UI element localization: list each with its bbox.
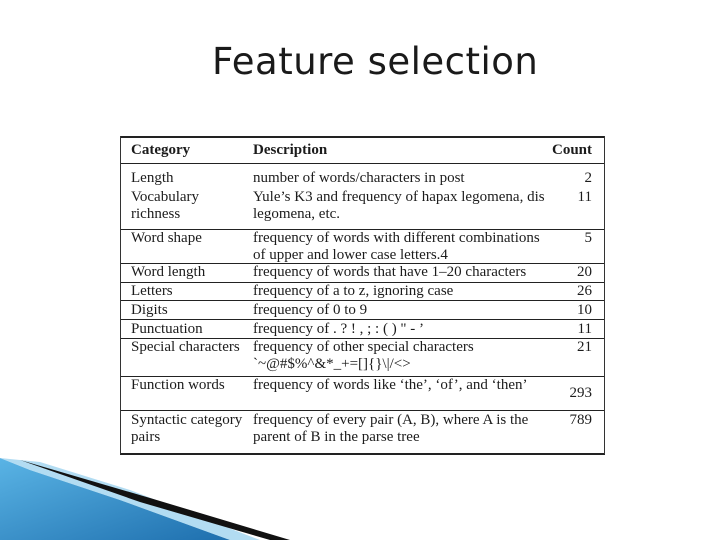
slide-title: Feature selection xyxy=(212,40,539,83)
header-description: Description xyxy=(253,142,328,158)
decorative-footer-swoosh xyxy=(0,440,720,540)
row-count: 21 xyxy=(577,339,592,355)
row-count: 11 xyxy=(577,189,592,205)
row-category: Word length xyxy=(131,264,206,280)
row-count: 26 xyxy=(577,283,592,299)
row-description: frequency of 0 to 9 xyxy=(253,302,368,318)
row-count: 789 xyxy=(569,412,592,428)
row-category: Letters xyxy=(131,283,173,299)
row-count: 293 xyxy=(569,385,592,401)
table-right-border xyxy=(604,136,605,454)
row-description: frequency of . ? ! , ; : ( ) " - ’ xyxy=(253,321,425,337)
row-description: frequency of other special characters `~@#$%^&*_+=[]{}\|/<> xyxy=(253,339,474,372)
header-category: Category xyxy=(131,142,191,158)
row-count: 2 xyxy=(584,170,592,186)
row-rule xyxy=(120,300,605,301)
row-category: Punctuation xyxy=(131,321,203,337)
row-count: 10 xyxy=(577,302,592,318)
table-left-border xyxy=(120,136,121,454)
row-description: Yule’s K3 and frequency of hapax legomena, dis legomena, etc. xyxy=(253,189,545,222)
row-category: Function words xyxy=(131,377,225,393)
row-count: 20 xyxy=(577,264,592,280)
row-category: Vocabulary richness xyxy=(131,189,200,222)
row-description: frequency of words like ‘the’, ‘of’, and ‘then’ xyxy=(253,377,528,393)
row-description: frequency of words with different combinations of upper and lower case letters.4 xyxy=(253,230,540,263)
header-rule xyxy=(120,163,605,164)
row-description: number of words/characters in post xyxy=(253,170,465,186)
header-count: Count xyxy=(551,142,592,158)
row-description: frequency of a to z, ignoring case xyxy=(253,283,454,299)
row-category: Syntactic category pairs xyxy=(131,412,243,445)
row-category: Special characters xyxy=(131,339,240,355)
row-description: frequency of every pair (A, B), where A is the parent of B in the parse tree xyxy=(253,412,529,445)
row-category: Digits xyxy=(131,302,168,318)
table-top-rule xyxy=(120,136,605,138)
row-count: 5 xyxy=(584,230,592,246)
row-count: 11 xyxy=(577,321,592,337)
row-rule xyxy=(120,410,605,411)
feature-table xyxy=(120,136,605,454)
row-category: Word shape xyxy=(131,230,202,246)
row-description: frequency of words that have 1–20 characters xyxy=(253,264,527,280)
row-category: Length xyxy=(131,170,174,186)
row-rule xyxy=(120,319,605,320)
